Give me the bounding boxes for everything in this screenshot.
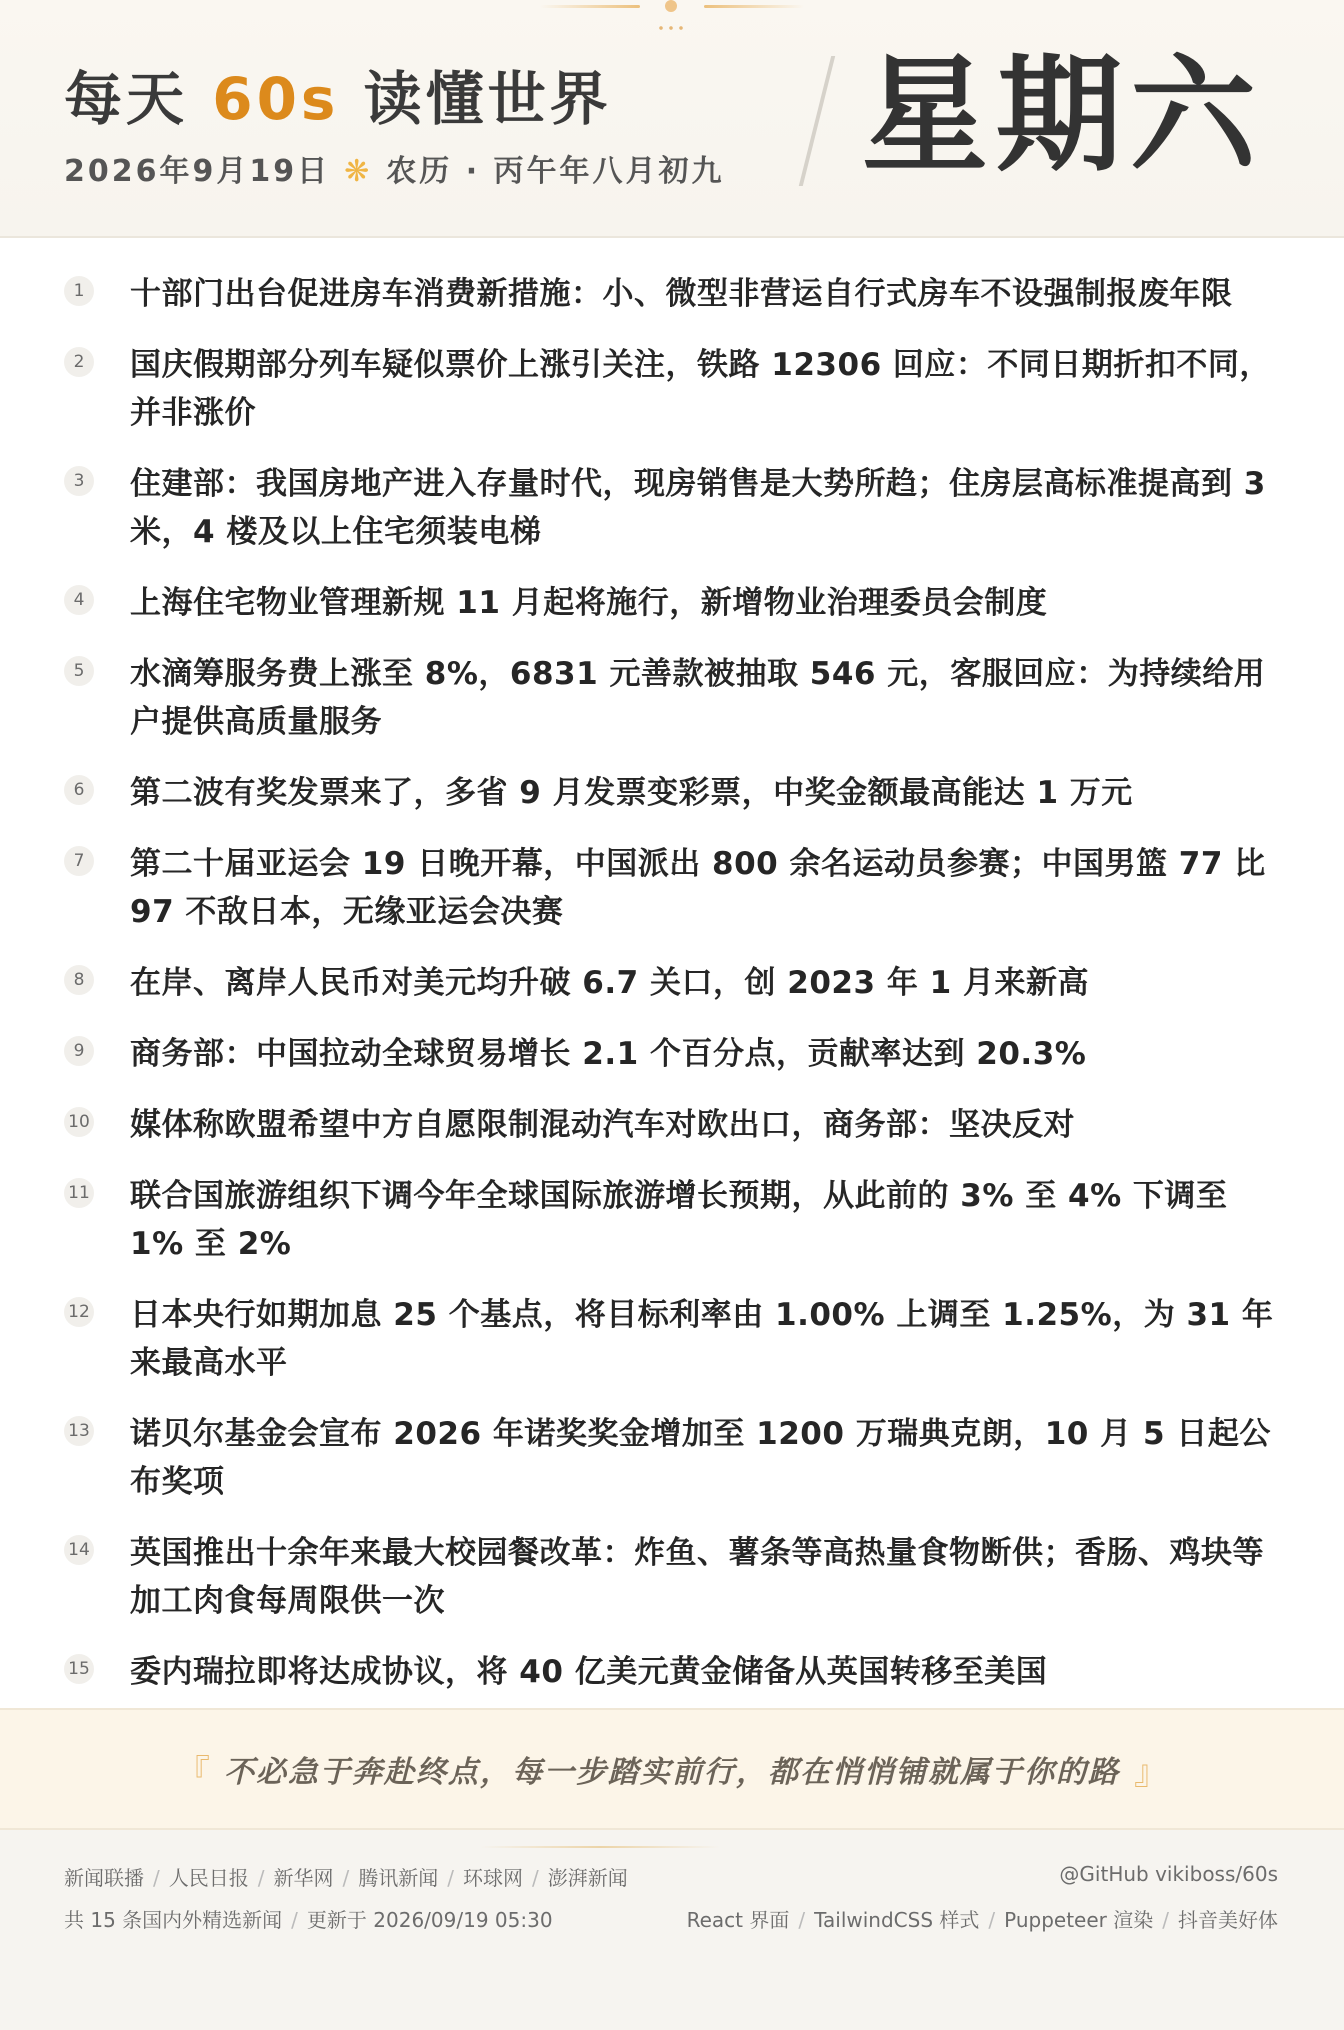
- news-item: [64, 341, 1284, 437]
- decoration-dot: [665, 0, 677, 12]
- header-divider: [799, 56, 835, 186]
- news-number-badge: 3: [64, 466, 94, 496]
- news-text: 在岸、离岸人民币对美元均升破 6.7 关口，创 2023 年 1 月来新高: [130, 965, 1090, 1001]
- news-text: 委内瑞拉即将达成协议，将 40 亿美元黄金储备从英国转移至美国: [130, 1654, 1048, 1690]
- star-icon: ❋: [344, 154, 373, 189]
- tech-credit: React 界面: [686, 1908, 790, 1932]
- news-text: 上海住宅物业管理新规 11 月起将施行，新增物业治理委员会制度: [130, 585, 1048, 621]
- news-item: [64, 1648, 1284, 1696]
- news-number-badge: 13: [64, 1416, 94, 1446]
- tech-credits: React 界面 / TailwindCSS 样式 / Puppeteer 渲染 / 抖音美好体: [686, 1908, 1278, 1932]
- update-time: 更新于 2026/09/19 05:30: [306, 1908, 553, 1932]
- footer-divider: [480, 1846, 720, 1848]
- decoration-line-right: [704, 5, 804, 8]
- tech-credit: 抖音美好体: [1178, 1908, 1278, 1932]
- decoration-dots: [656, 26, 688, 30]
- news-text: 第二十届亚运会 19 日晚开幕，中国派出 800 余名运动员参赛；中国男篮 77 比 97 不敌日本，无缘亚运会决赛: [130, 846, 1266, 930]
- news-number-badge: 15: [64, 1654, 94, 1684]
- source-name: 新闻联播: [64, 1866, 144, 1890]
- source-name: 澎湃新闻: [547, 1866, 628, 1890]
- source-list: 新闻联播 / 人民日报 / 新华网 / 腾讯新闻 / 环球网 / 澎湃新闻: [64, 1866, 628, 1890]
- news-number-badge: 8: [64, 965, 94, 995]
- github-credit: @GitHub vikiboss/60s: [1059, 1862, 1278, 1886]
- news-text: 英国推出十余年来最大校园餐改革：炸鱼、薯条等高热量食物断供；香肠、鸡块等加工肉食每周限供一次: [130, 1535, 1264, 1619]
- source-name: 新华网: [273, 1866, 334, 1890]
- source-name: 人民日报: [168, 1866, 249, 1890]
- news-number-badge: 5: [64, 656, 94, 686]
- news-text: 媒体称欧盟希望中方自愿限制混动汽车对欧出口，商务部：坚决反对: [130, 1107, 1075, 1143]
- decoration-line-left: [540, 5, 640, 8]
- footer-meta: 共 15 条国内外精选新闻 / 更新于 2026/09/19 05:30: [64, 1908, 553, 1932]
- page-title: [64, 52, 612, 136]
- news-item: [64, 650, 1284, 746]
- news-number-badge: 6: [64, 775, 94, 805]
- news-item: [64, 959, 1284, 1007]
- news-number-badge: 11: [64, 1178, 94, 1208]
- news-item: [64, 1529, 1284, 1625]
- news-text: 商务部：中国拉动全球贸易增长 2.1 个百分点，贡献率达到 20.3%: [130, 1036, 1087, 1072]
- news-item: [64, 840, 1284, 936]
- news-number-badge: 7: [64, 846, 94, 876]
- news-item: [64, 1410, 1284, 1506]
- lunar-date: 农历 · 丙午年八月初九: [386, 154, 725, 189]
- news-item: [64, 1291, 1284, 1387]
- quote-text: 不必急于奔赴终点，每一步踏实前行，都在悄悄铺就属于你的路: [224, 1755, 1120, 1790]
- news-item: [64, 579, 1284, 627]
- date-line: [64, 146, 725, 190]
- news-number-badge: 9: [64, 1036, 94, 1066]
- news-list: [0, 238, 1344, 1708]
- news-text: 日本央行如期加息 25 个基点，将目标利率由 1.00% 上调至 1.25%，为 31 年来最高水平: [130, 1297, 1274, 1381]
- footer: [0, 1830, 1344, 1980]
- news-item: [64, 270, 1284, 318]
- news-number-badge: 2: [64, 347, 94, 377]
- title-prefix: 每天: [64, 65, 189, 133]
- news-count: 共 15 条国内外精选新闻: [64, 1908, 283, 1932]
- weekday: 星期六: [862, 42, 1264, 189]
- news-text: 国庆假期部分列车疑似票价上涨引关注，铁路 12306 回应：不同日期折扣不同，并非涨价: [130, 347, 1271, 431]
- news-number-badge: 14: [64, 1535, 94, 1565]
- quote-close-mark: 』: [1134, 1752, 1168, 1793]
- source-name: 环球网: [463, 1866, 523, 1890]
- news-text: 十部门出台促进房车消费新措施：小、微型非营运自行式房车不设强制报废年限: [130, 276, 1233, 312]
- tech-credit: TailwindCSS 样式: [814, 1908, 980, 1932]
- news-number-badge: 12: [64, 1297, 94, 1327]
- gregorian-date: 2026年9月19日: [64, 154, 331, 189]
- quote-band: [0, 1708, 1344, 1830]
- news-item: [64, 460, 1284, 556]
- header: [0, 0, 1344, 238]
- news-text: 第二波有奖发票来了，多省 9 月发票变彩票，中奖金额最高能达 1 万元: [130, 775, 1133, 811]
- top-decoration: [540, 0, 804, 40]
- news-number-badge: 4: [64, 585, 94, 615]
- news-text: 诺贝尔基金会宣布 2026 年诺奖奖金增加至 1200 万瑞典克朗，10 月 5 日起公布奖项: [130, 1416, 1271, 1500]
- news-text: 水滴筹服务费上涨至 8%，6831 元善款被抽取 546 元，客服回应：为持续给用户提供高质量服务: [130, 656, 1266, 740]
- news-number-badge: 1: [64, 276, 94, 306]
- title-accent: 60s: [212, 65, 340, 133]
- news-item: [64, 1101, 1284, 1149]
- news-text: 住建部：我国房地产进入存量时代，现房销售是大势所趋；住房层高标准提高到 3 米，4 楼及以上住宅须装电梯: [130, 466, 1266, 550]
- news-item: [64, 769, 1284, 817]
- news-number-badge: 10: [64, 1107, 94, 1137]
- news-text: 联合国旅游组织下调今年全球国际旅游增长预期，从此前的 3% 至 4% 下调至 1% 至 2%: [130, 1178, 1228, 1262]
- tech-credit: Puppeteer 渲染: [1004, 1908, 1154, 1932]
- news-item: [64, 1172, 1284, 1268]
- news-item: [64, 1030, 1284, 1078]
- source-name: 腾讯新闻: [358, 1866, 439, 1890]
- quote-open-mark: 『: [176, 1752, 210, 1793]
- title-suffix: 读懂世界: [363, 65, 612, 133]
